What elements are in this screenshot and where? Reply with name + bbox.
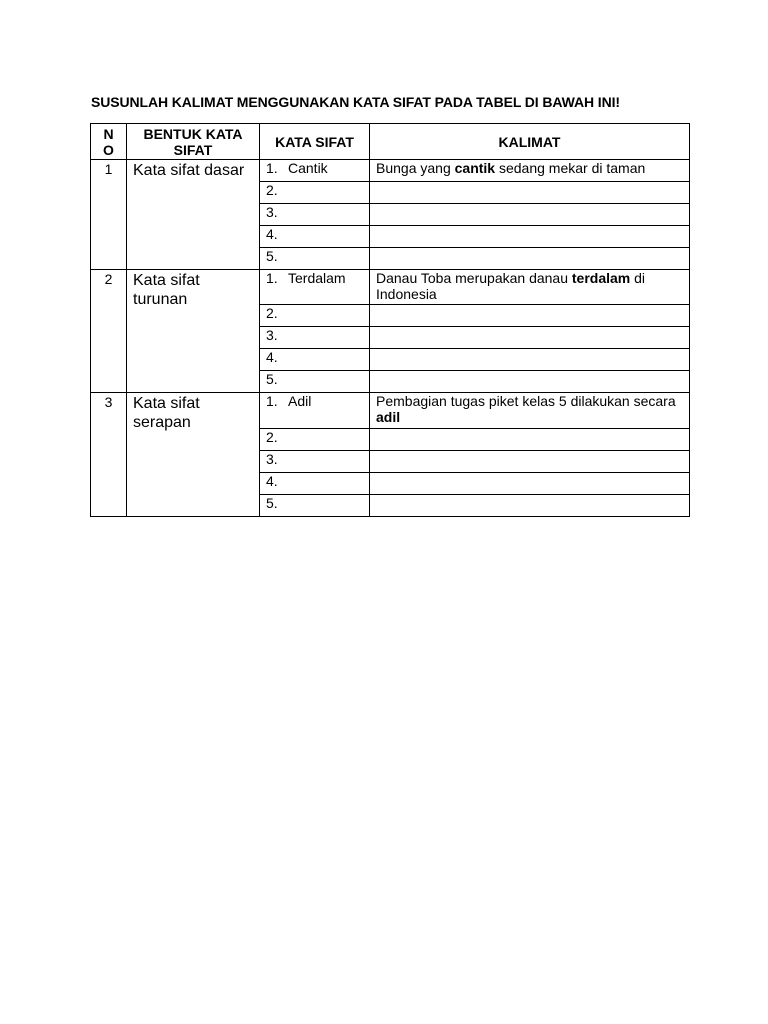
- cell-kata-sifat: 2.: [260, 305, 370, 327]
- cell-kata-sifat: 1. Terdalam: [260, 270, 370, 305]
- cell-no: 1: [91, 160, 127, 270]
- cell-kalimat: [370, 182, 690, 204]
- cell-kata-sifat: 5.: [260, 248, 370, 270]
- cell-kata-sifat: 2.: [260, 429, 370, 451]
- cell-kata-sifat: 2.: [260, 182, 370, 204]
- cell-kalimat: Danau Toba merupakan danau terdalam di Indonesia: [370, 270, 690, 305]
- cell-kalimat: [370, 473, 690, 495]
- cell-kata-sifat: 1. Adil: [260, 393, 370, 429]
- cell-kalimat: [370, 305, 690, 327]
- cell-kalimat: [370, 248, 690, 270]
- cell-kata-sifat: 5.: [260, 495, 370, 517]
- cell-kalimat: [370, 327, 690, 349]
- cell-kata-sifat: 3.: [260, 451, 370, 473]
- cell-kalimat: [370, 226, 690, 248]
- header-kalimat: KALIMAT: [370, 124, 690, 160]
- header-kata-sifat: KATA SIFAT: [260, 124, 370, 160]
- table-row: [91, 270, 690, 305]
- cell-kata-sifat: 3.: [260, 327, 370, 349]
- cell-no: 2: [91, 270, 127, 393]
- cell-kata-sifat: 3.: [260, 204, 370, 226]
- cell-kalimat: Pembagian tugas piket kelas 5 dilakukan secara adil: [370, 393, 690, 429]
- cell-kalimat: [370, 349, 690, 371]
- cell-kalimat: [370, 371, 690, 393]
- cell-bentuk: Kata sifat dasar: [127, 160, 260, 270]
- document-title: SUSUNLAH KALIMAT MENGGUNAKAN KATA SIFAT PADA TABEL DI BAWAH INI!: [91, 94, 620, 110]
- cell-bentuk: Kata sifat serapan: [127, 393, 260, 517]
- cell-kata-sifat: 4.: [260, 473, 370, 495]
- cell-kata-sifat: 5.: [260, 371, 370, 393]
- cell-kata-sifat: 4.: [260, 226, 370, 248]
- cell-kalimat: [370, 495, 690, 517]
- header-bentuk-kata-sifat: BENTUK KATA SIFAT: [127, 124, 260, 160]
- cell-kata-sifat: 4.: [260, 349, 370, 371]
- cell-kalimat: [370, 451, 690, 473]
- cell-bentuk: Kata sifat turunan: [127, 270, 260, 393]
- header-no: N O: [91, 124, 127, 160]
- cell-kalimat: [370, 429, 690, 451]
- adjective-table: [90, 123, 690, 517]
- cell-kata-sifat: 1. Cantik: [260, 160, 370, 182]
- cell-no: 3: [91, 393, 127, 517]
- table-row: [91, 393, 690, 429]
- table-row: [91, 160, 690, 182]
- cell-kalimat: [370, 204, 690, 226]
- cell-kalimat: Bunga yang cantik sedang mekar di taman: [370, 160, 690, 182]
